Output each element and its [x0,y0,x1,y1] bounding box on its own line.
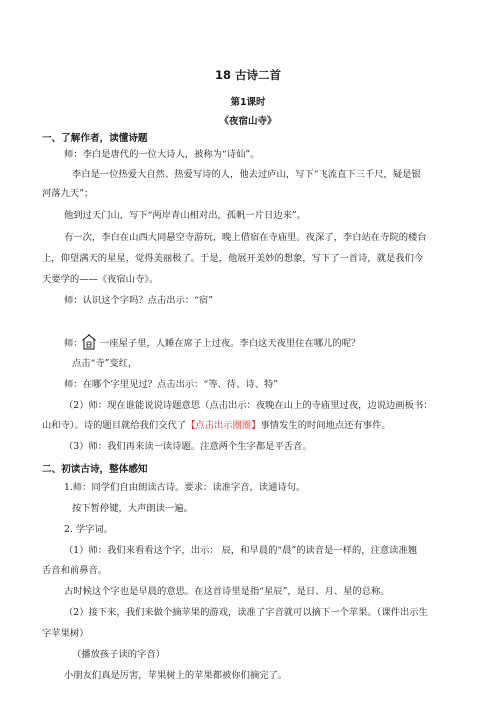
section-heading-1: 一、了解作者，读懂诗题 [42,133,148,144]
paragraph-line: 天要学的——《夜宿山寺》。 [42,274,159,285]
paragraph-text: 事情发生的时间地点还有事件。 [260,420,391,431]
paragraph-line: 河落九天”； [42,188,94,199]
paragraph-line: （2）师：现在谁能说说诗题意思（点击出示：夜晚在山上的寺庙里过夜，边说边画板书： [64,400,433,411]
paragraph-line: （1）师：我们来看看这个字，出示： 辰，和早晨的“晨”的读音是一样的，注意读准翘 [64,545,418,556]
paragraph-line: 字苹果树） [42,628,89,639]
paragraph-line: 一座屋子里，人睡在席子上过夜。李白这天夜里住在哪儿的呢？ [100,338,361,349]
lesson-subtitle: 第1课时 [230,97,266,108]
paragraph-line [42,419,391,432]
paragraph-line: 按下暂停键，大声朗读一遍。 [72,503,193,514]
lesson-title: 18 古诗二首 [214,68,281,82]
paragraph-line: 师：在哪个字里见过？点击出示：“等、待、诗、特” [64,379,279,390]
paragraph-line: （播放孩子读的字音） [72,649,165,660]
paragraph-line: 上，仰望满天的星星，觉得美丽极了。于是，他展开美妙的想象，写下了一首诗，就是我们今 [42,253,424,264]
paragraph-line: 舌音和前鼻音。 [42,565,108,576]
paragraph-line: 古时候这个字也是早晨的意思。在这首诗里是指“星辰”，是日、月、星的总称。 [64,586,390,597]
poem-title: 《夜宿山寺》 [219,116,277,127]
section-heading-2: 二、初读古诗，整体感知 [42,464,148,475]
paragraph-line: 2. 学字词。 [64,524,114,535]
highlight-instruction: 【点击出示圈圈】 [186,420,261,431]
paragraph-line: 师：李白是唐代的一位大诗人，被称为“诗仙”。 [64,149,260,160]
paragraph-line: （2）接下来，我们来做个摘苹果的游戏，读准了字音就可以摘下一个苹果。（课件出示生 [64,607,428,618]
paragraph-line: 他到过天门山，写下“两岸青山相对出，孤帆一片日边来”。 [64,210,306,221]
paragraph-text: 山和寺）。诗的题目就给我们交代了 [42,420,187,431]
paragraph-line-prefix: 师： [64,338,83,349]
paragraph-line: （3）师：我们再来读一读诗题。注意两个生字都是平舌音。 [64,441,312,452]
paragraph-line: 点击“寺”变红， [72,358,138,369]
house-icon [82,334,96,350]
paragraph-line: 1.师：同学们自由朗读古诗。要求：读准字音，读通诗句。 [64,482,306,493]
paragraph-line: 师：认识这个字吗？点击出示：“宿” [64,295,213,306]
paragraph-line: 有一次，李白在山西大同悬空寺游玩，晚上借宿在寺庙里。夜深了，李白站在寺院的楼台 [64,232,427,243]
paragraph-line: 李白是一位热爱大自然、热爱写诗的人，他去过庐山，写下“飞流直下三千尺，疑是银 [72,169,421,180]
paragraph-line: 小朋友们真是厉害，苹果树上的苹果都被你们摘完了。 [64,670,288,681]
